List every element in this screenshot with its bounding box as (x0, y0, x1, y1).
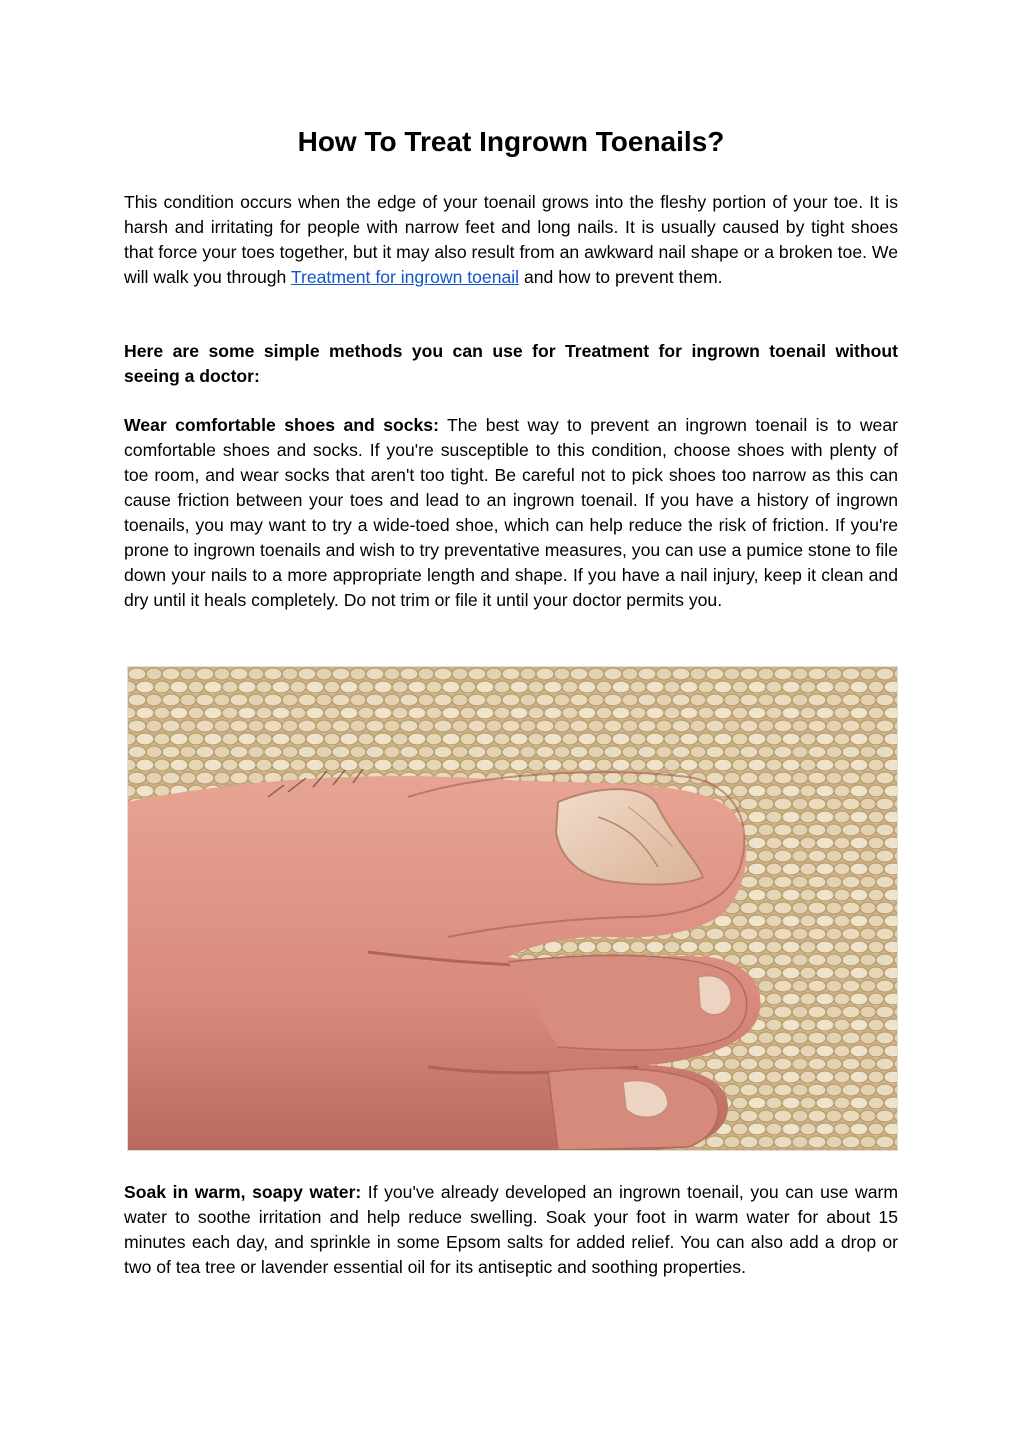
ingrown-toenail-illustration (128, 667, 897, 1150)
intro-text-before-link: This condition occurs when the edge of your toenail grows into the fleshy portion of your toe. It is harsh and irritating for people with narrow feet and long nails. It is usually caused by tight shoes that force your toes together, but it may also result from an awkward nail shape or a broken toe. We will walk you through (124, 192, 898, 287)
soak-body: If you've already developed an ingrown toenail, you can use warm water to soothe irritation and help reduce swelling. Soak your foot in warm water for about 15 minutes each day, and sprinkle in some Epsom salts for added relief. You can also add a drop or two of tea tree or lavender essential oil for its antiseptic and soothing properties. (124, 1182, 898, 1277)
shoes-lead: Wear comfortable shoes and socks: (124, 415, 439, 435)
intro-paragraph (124, 190, 898, 290)
soak-paragraph (124, 1180, 898, 1280)
soak-lead: Soak in warm, soapy water: (124, 1182, 362, 1202)
page-title: How To Treat Ingrown Toenails? (297, 126, 725, 157)
ingrown-toenail-photo (127, 666, 898, 1151)
intro-text-after-link: and how to prevent them. (519, 267, 723, 287)
treatment-link[interactable]: Treatment for ingrown toenail (290, 267, 520, 287)
methods-heading: Here are some simple methods you can use for Treatment for ingrown toenail without seeing a doctor: (124, 341, 898, 386)
shoes-body: The best way to prevent an ingrown toenail is to wear comfortable shoes and socks. If you're susceptible to this condition, choose shoes with plenty of toe room, and wear socks that aren't too tight. Be careful not to pick shoes too narrow as this can cause friction between your toes and lead to an ingrown toenail. If you have a history of ingrown toenails, you may want to try a wide-toed shoe, which can help reduce the risk of friction. If you're prone to ingrown toenails and wish to try preventative measures, you can use a pumice stone to file down your nails to a more appropriate length and shape. If you have a nail injury, keep it clean and dry until it heals completely. Do not trim or file it until your doctor permits you. (124, 415, 898, 610)
shoes-paragraph (124, 413, 898, 613)
